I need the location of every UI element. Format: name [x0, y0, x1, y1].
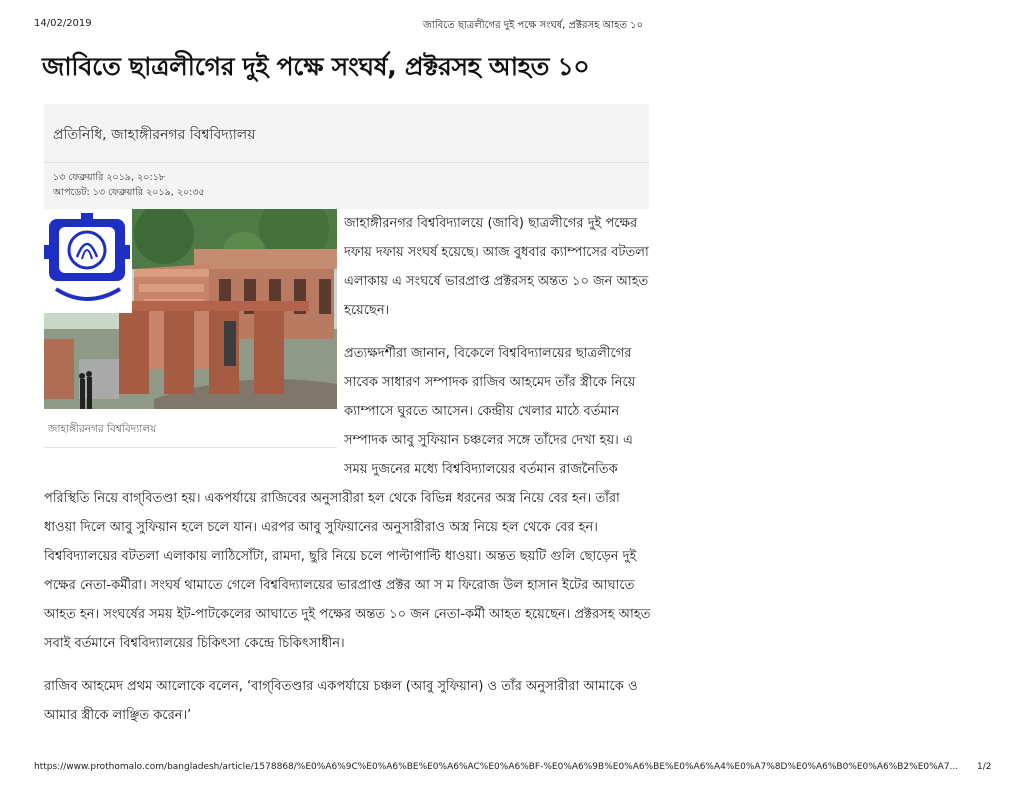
paragraph-1: জাহাঙ্গীরনগর বিশ্ববিদ্যালয়ে (জাবি) ছাত্রলীগের দুই পক্ষের দফায় দফায় সংঘর্ষ হয়েছে। আজ বুধবার ক্যাম্পাসের বটতলা এলাকায় এ সংঘর্ষে ভারপ্রাপ্ত প্রক্টরসহ অন্তত ১০ জন আহত হয়েছেন। — [344, 216, 649, 318]
byline-box — [44, 104, 649, 209]
image-caption: জাহাঙ্গীরনগর বিশ্ববিদ্যালয় — [48, 423, 157, 435]
print-date: 14/02/2019 — [34, 18, 92, 29]
byline-divider — [44, 162, 649, 163]
update-time: আপডেট: ১৩ ফেব্রুয়ারি ২০১৯, ২০:৩৫ — [53, 187, 205, 198]
paragraph-3: রাজিব আহমেদ প্রথম আলোকে বলেন, ‘বাগ্‌বিতণ্ডার একপর্যায়ে চঞ্চল (আবু সুফিয়ান) ও তাঁর অনুসারীরা আমাকে ও আমার স্ত্রীকে লাঞ্ছিত করেন।’ — [44, 679, 638, 723]
article-body — [44, 209, 656, 744]
footer-url: https://www.prothomalo.com/bangladesh/article/1578868/%E0%A6%9C%E0%A6%BE%E0%A6%AC%E0%A6%BF-%E0%A6%9B%E0%A6%BE%E0%A6%A4%E0%A7%8D%E0%A6%B0%E0%A6%B2%E0%A7... — [34, 762, 959, 772]
publish-time: ১৩ ফেব্রুয়ারি ২০১৯, ২০:১৮ — [53, 172, 165, 183]
article-headline: জাবিতে ছাত্রলীগের দুই পক্ষে সংঘর্ষ, প্রক্টরসহ আহত ১০ — [42, 52, 590, 81]
byline: প্রতিনিধি, জাহাঙ্গীরনগর বিশ্ববিদ্যালয় — [53, 127, 256, 143]
paragraph-2: প্রত্যক্ষদর্শীরা জানান, বিকেলে বিশ্ববিদ্যালয়ের ছাত্রলীগের সাবেক সাধারণ সম্পাদক রাজিব আহমেদ তাঁর স্ত্রীকে নিয়ে ক্যাম্পাসে ঘুরতে আসেন। কেন্দ্রীয় খেলার মাঠে বর্তমান সম্পাদক আবু সুফিয়ান চঞ্চলের সঙ্গে তাঁদের দেখা হয়। এ সময় দুজনের মধ্যে বিশ্ববিদ্যালয়ের বর্তমান রাজনৈতিক পরিস্থিতি নিয়ে বাগ্‌বিতণ্ডা হয়। একপর্যায়ে রাজিবের অনুসারীরা হল থেকে বিভিন্ন ধরনের অস্ত্র নিয়ে বের হন। তাঁরা ধাওয়া দিলে আবু সুফিয়ান হলে চলে যান। এরপর আবু সুফিয়ানের অনুসারীরাও অস্ত্র নিয়ে হল থেকে বের হন। বিশ্ববিদ্যালয়ের বটতলা এলাকায় লাঠিসোঁটা, রামদা, ছুরি নিয়ে চলে পাল্টাপাল্টি ধাওয়া। অন্তত ছয়টি গুলি ছোড়েন দুই পক্ষের নেতা-কর্মীরা। সংঘর্ষ থামাতে গেলে বিশ্ববিদ্যালয়ের ভারপ্রাপ্ত প্রক্টর আ স ম ফিরোজ উল হাসান ইটের আঘাতে আহত হন। সংঘর্ষের সময় ইট-পাটকেলের আঘাতে দুই পক্ষের অন্তত ১০ জন নেতা-কর্মী আহত হয়েছেন। প্রক্টরসহ আহত সবাই বর্তমানে বিশ্ববিদ্যালয়ের চিকিৎসা কেন্দ্রে চিকিৎসাধীন। — [44, 346, 651, 651]
print-header-title: জাবিতে ছাত্রলীগের দুই পক্ষে সংঘর্ষ, প্রক্টরসহ আহত ১০ — [423, 20, 644, 31]
page-number: 1/2 — [977, 762, 992, 772]
